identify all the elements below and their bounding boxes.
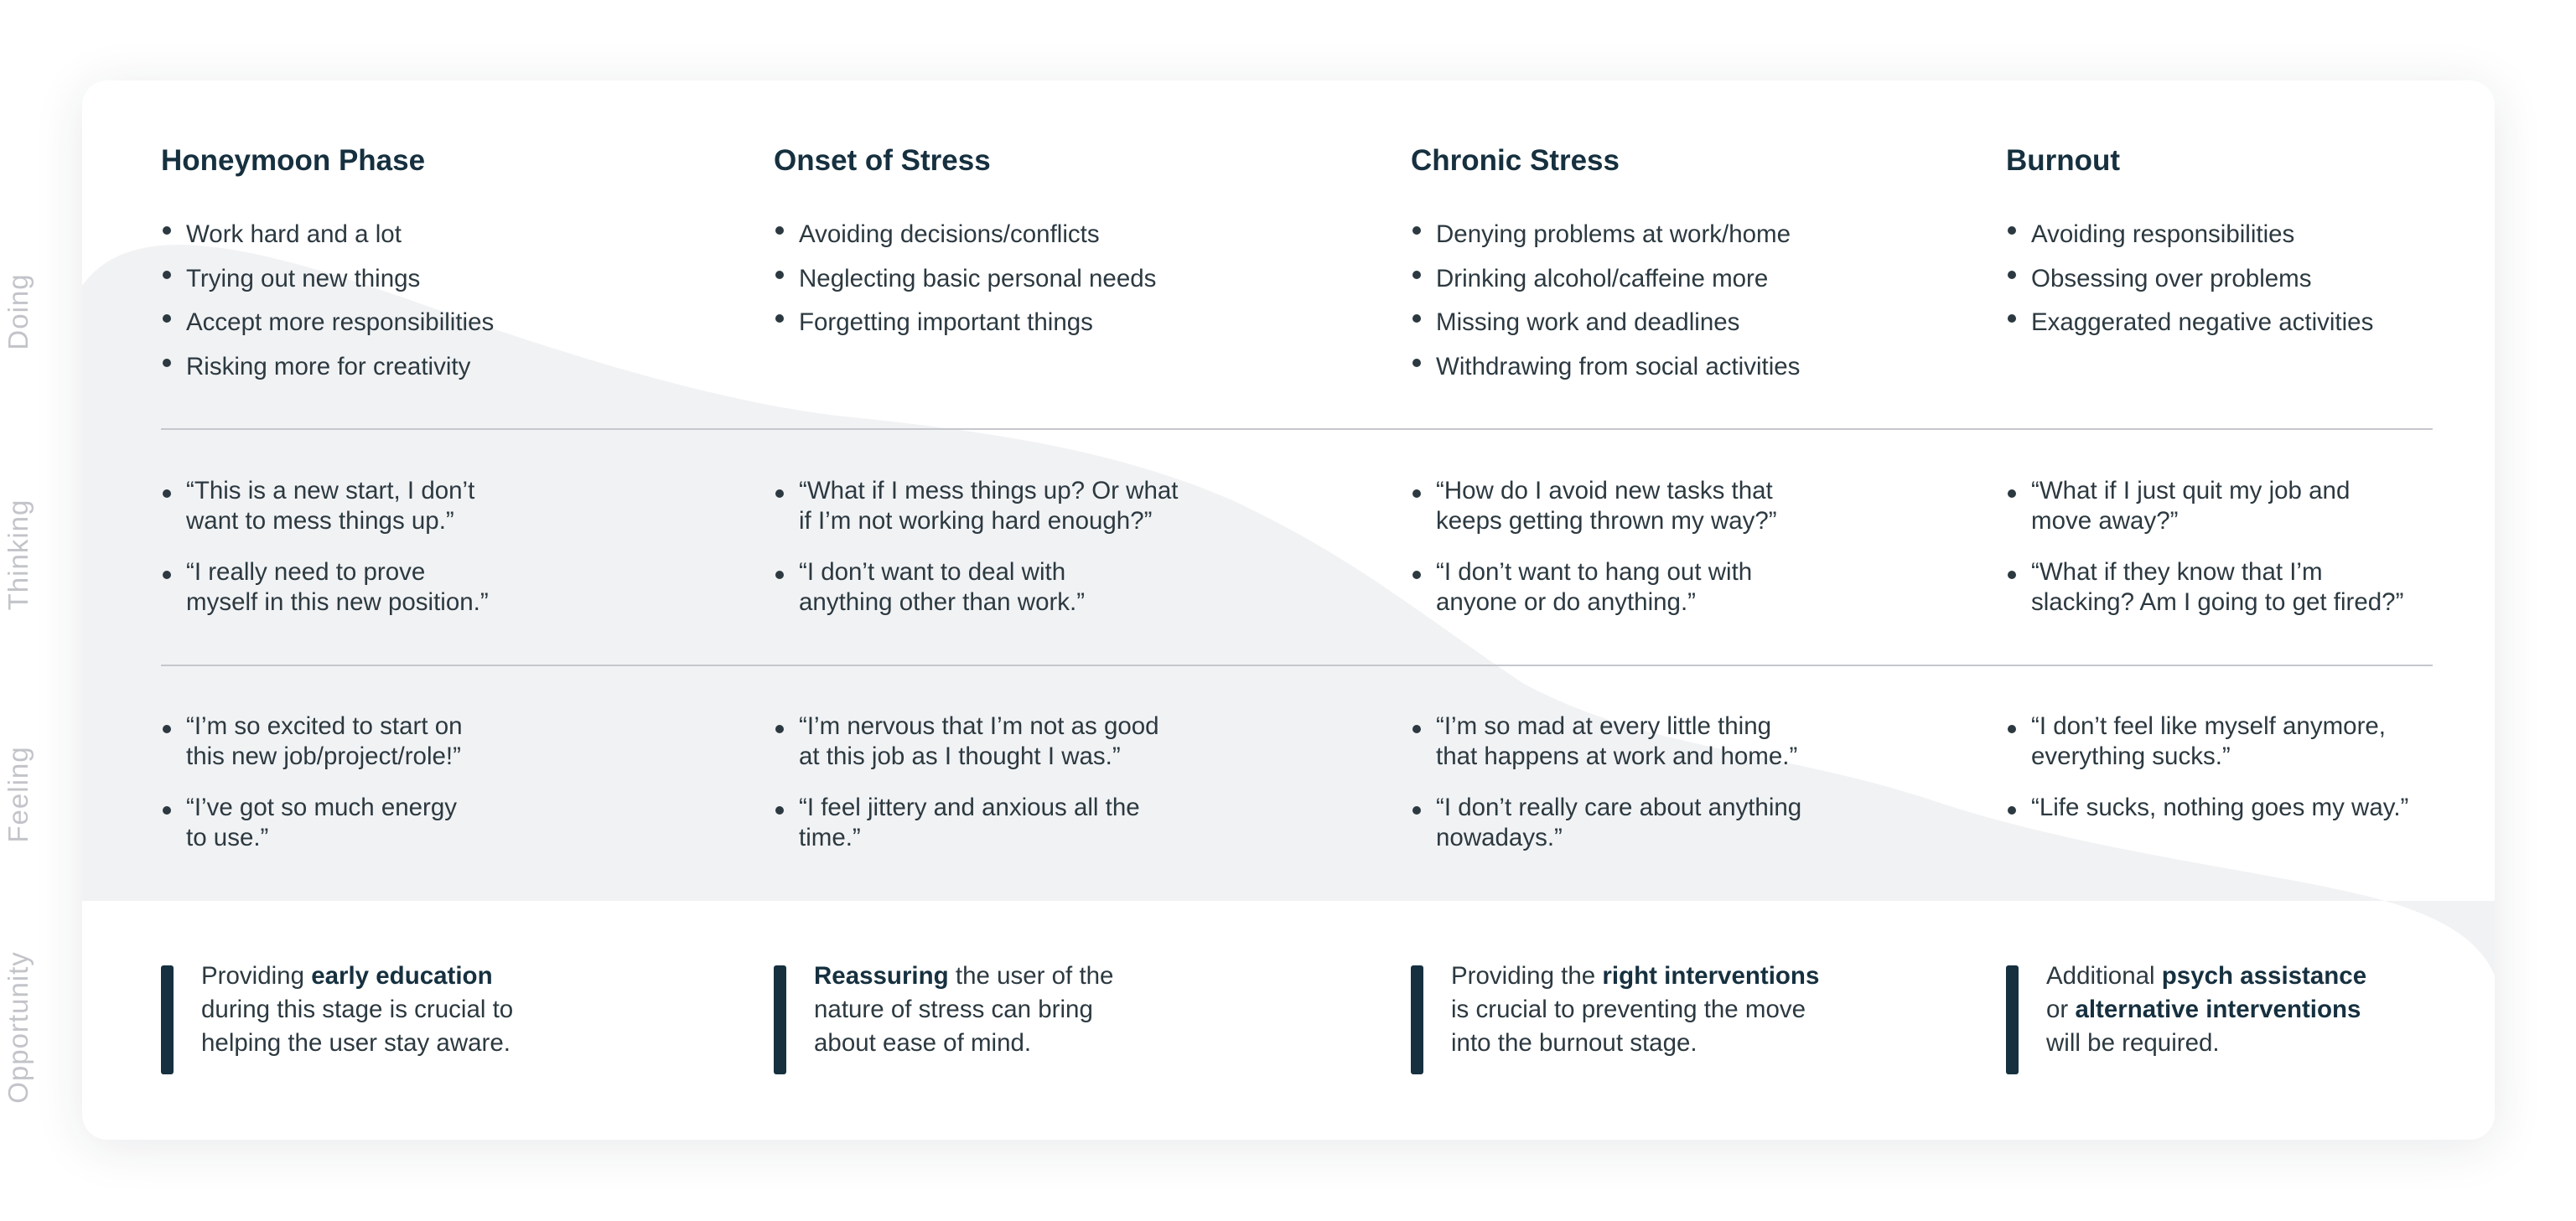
list-item: “I feel jittery and anxious all the time.”	[774, 793, 1159, 853]
list-item: Denying problems at work/home	[1411, 213, 1800, 257]
feeling-list-honeymoon	[161, 711, 463, 874]
list-item: “How do I avoid new tasks that keeps getting thrown my way?”	[1411, 476, 1777, 536]
stage-title-chronic-stress: Chronic Stress	[1411, 144, 1620, 177]
list-item: Work hard and a lot	[161, 213, 494, 257]
thinking-list-honeymoon	[161, 476, 489, 639]
row-divider-doing-thinking	[161, 428, 2433, 430]
accent-bar	[774, 965, 786, 1074]
list-item: Risking more for creativity	[161, 345, 494, 390]
opportunity-text: Reassuring the user of the nature of stress can bring about ease of mind.	[814, 962, 1114, 1057]
list-item: “This is a new start, I don’t want to mess things up.”	[161, 476, 489, 536]
list-item: Avoiding responsibilities	[2006, 213, 2373, 257]
opportunity-text: Additional psych assistance or alternative interventions will be required.	[2046, 962, 2367, 1057]
list-item: Trying out new things	[161, 257, 494, 302]
feeling-list-chronic-stress	[1411, 711, 1801, 874]
list-item: Avoiding decisions/conflicts	[774, 213, 1156, 257]
thinking-list-burnout	[2006, 476, 2403, 639]
stage-title-burnout: Burnout	[2006, 144, 2121, 177]
row-label-opportunity: Opportunity	[3, 951, 34, 1104]
list-item: “What if they know that I’m slacking? Am I going to get fired?”	[2006, 557, 2403, 618]
list-item: Withdrawing from social activities	[1411, 345, 1800, 390]
list-item: “I’m so mad at every little thing that happens at work and home.”	[1411, 711, 1801, 772]
list-item: “I don’t want to hang out with anyone or do anything.”	[1411, 557, 1777, 618]
doing-list-honeymoon	[161, 213, 494, 389]
list-item: Missing work and deadlines	[1411, 301, 1800, 345]
opportunity-burnout	[2006, 962, 2475, 1074]
list-item: “Life sucks, nothing goes my way.”	[2006, 793, 2408, 823]
row-label-doing: Doing	[3, 273, 34, 350]
row-label-feeling: Feeling	[3, 746, 34, 843]
doing-list-onset-of-stress	[774, 213, 1156, 345]
stage-title-onset-of-stress: Onset of Stress	[774, 144, 991, 177]
opportunity-text: Providing the right interventions is crucial to preventing the move into the burnout stage.	[1451, 962, 1820, 1057]
list-item: Neglecting basic personal needs	[774, 257, 1156, 302]
list-item: “I don’t want to deal with anything other than work.”	[774, 557, 1179, 618]
list-item: Obsessing over problems	[2006, 257, 2373, 302]
feeling-list-burnout	[2006, 711, 2408, 844]
list-item: “I’m so excited to start on this new job/project/role!”	[161, 711, 463, 772]
row-label-thinking: Thinking	[3, 499, 34, 611]
list-item: “What if I mess things up? Or what if I’m not working hard enough?”	[774, 476, 1179, 536]
stage-title-honeymoon: Honeymoon Phase	[161, 144, 426, 177]
thinking-list-chronic-stress	[1411, 476, 1777, 639]
opportunity-chronic-stress	[1411, 962, 1914, 1074]
accent-bar	[2006, 965, 2019, 1074]
list-item: “I’ve got so much energy to use.”	[161, 793, 463, 853]
accent-bar	[1411, 965, 1423, 1074]
opportunity-honeymoon	[161, 962, 630, 1074]
list-item: “I really need to prove myself in this new position.”	[161, 557, 489, 618]
list-item: Exaggerated negative activities	[2006, 301, 2373, 345]
feeling-list-onset-of-stress	[774, 711, 1159, 874]
list-item: “I’m nervous that I’m not as good at this job as I thought I was.”	[774, 711, 1159, 772]
doing-list-burnout	[2006, 213, 2373, 345]
doing-list-chronic-stress	[1411, 213, 1800, 389]
list-item: Forgetting important things	[774, 301, 1156, 345]
row-divider-thinking-feeling	[161, 665, 2433, 666]
list-item: “I don’t feel like myself anymore, everything sucks.”	[2006, 711, 2408, 772]
list-item: Accept more responsibilities	[161, 301, 494, 345]
list-item: “What if I just quit my job and move away?”	[2006, 476, 2403, 536]
thinking-list-onset-of-stress	[774, 476, 1179, 639]
list-item: “I don’t really care about anything nowadays.”	[1411, 793, 1801, 853]
opportunity-text: Providing early education during this stage is crucial to helping the user stay aware.	[201, 962, 514, 1057]
list-item: Drinking alcohol/caffeine more	[1411, 257, 1800, 302]
opportunity-onset-of-stress	[774, 962, 1243, 1074]
accent-bar	[161, 965, 174, 1074]
